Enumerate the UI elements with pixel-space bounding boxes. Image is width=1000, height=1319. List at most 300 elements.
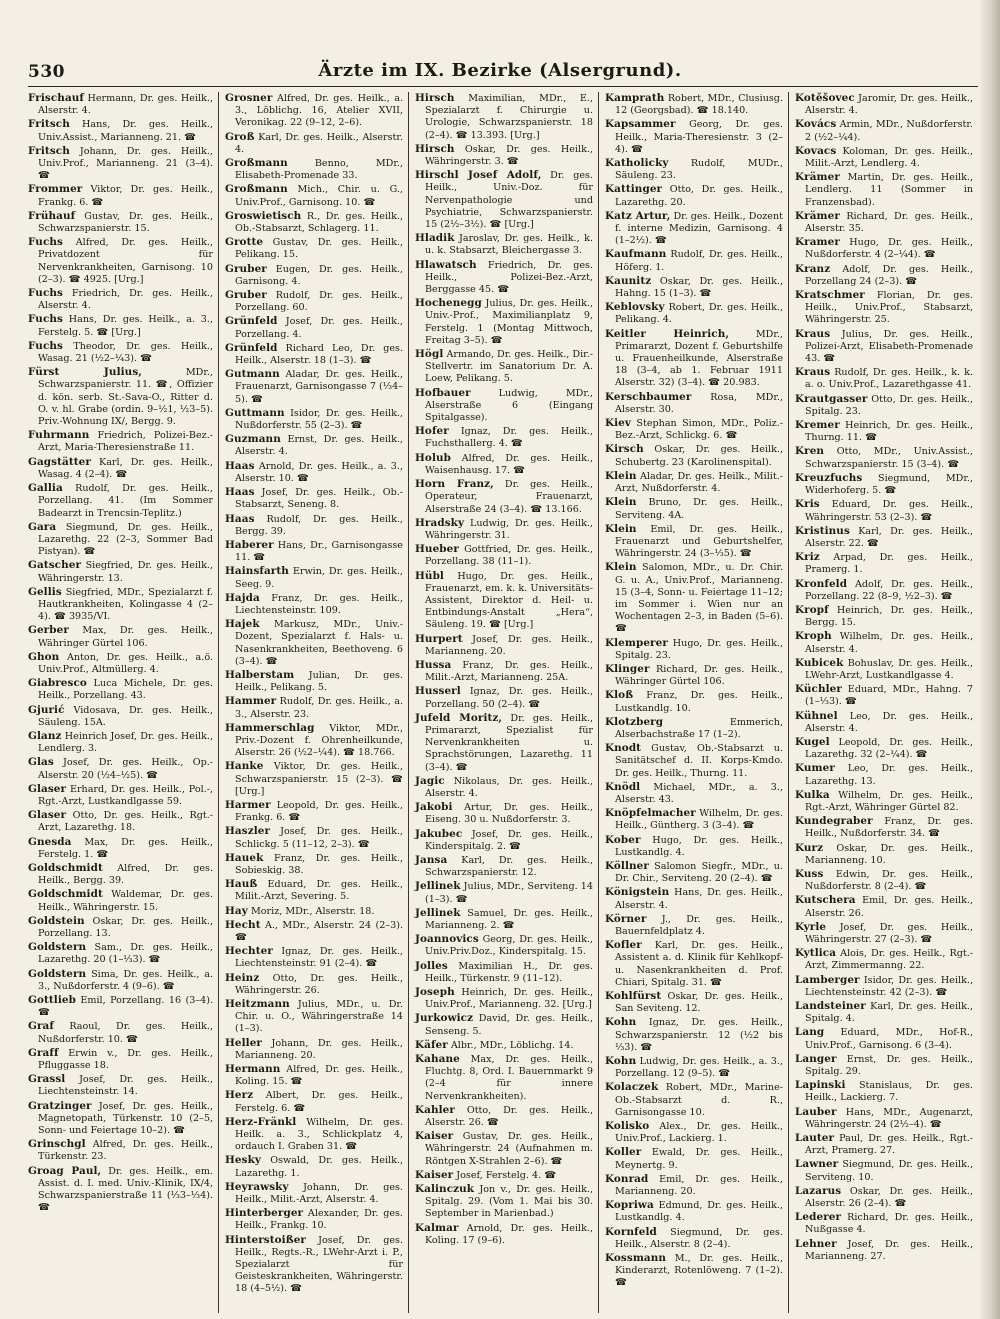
entry-surname: Lauter — [795, 1132, 835, 1145]
entry-details: Mich., Chir. u. G., Univ.Prof., Garnisong. 10. ☎ — [235, 184, 403, 208]
directory-entry — [605, 663, 783, 688]
entry-details: Siegmund, Dr. ges. Heilk., Lazarethg. 22 (2–3, Sommer Bad Pistyan). ☎ — [38, 521, 213, 558]
entry-details: Alfred, Dr. ges. Heilk., Türkenstr. 23. — [38, 1139, 213, 1163]
entry-surname: Glanz — [28, 729, 62, 742]
entry-details: Josef, Dr. ges. Heilk., Ob.-Stabsarzt, Seneng. 8. — [235, 487, 403, 511]
entry-surname: Fuchs — [28, 287, 63, 300]
entry-surname: Kutschera — [795, 894, 856, 907]
entry-details: Otto, Dr. ges. Heilk., Währingerstr. 26. — [235, 972, 403, 996]
entry-surname: Kolisko — [605, 1120, 650, 1133]
directory-entry — [795, 762, 973, 787]
entry-details: Siegmund, MDr., Widerhoferg. 5. ☎ — [805, 472, 973, 497]
entry-details: Arpad, Dr. ges. Heilk., Pramerg. 1. — [805, 552, 973, 576]
entry-surname: Herz — [225, 1089, 254, 1102]
directory-entry — [795, 393, 973, 418]
entry-details: Eduard, Dr. ges. Heilk., Milit.-Arzt, Severing. 5. — [235, 879, 403, 903]
entry-surname: Hussa — [415, 658, 452, 671]
entry-surname: Kytlica — [795, 947, 837, 960]
entry-surname: Kovács — [795, 118, 837, 131]
entry-surname: Hradsky — [415, 516, 465, 529]
entry-surname: Haszler — [225, 825, 271, 838]
entry-surname: Kalmar — [415, 1221, 459, 1234]
entry-surname: Kundegraber — [795, 815, 873, 828]
directory-entry — [795, 604, 973, 629]
entry-details: MDr., Primararzt, Dozent f. Geburtshilfe u. Frauenheilkunde, Alserstraße 18 (3–4, ab 1. Februar 1911 Alserstr. 32) (3–4). ☎ 20.983. — [615, 328, 783, 389]
directory-entry — [415, 1012, 593, 1037]
entry-details: Erhard, Dr. ges. Heilk., Pol.-, Rgt.-Arzt, Lustkandlgasse 59. — [38, 783, 213, 807]
directory-entry — [415, 387, 593, 425]
entry-details: Eduard, Dr. ges. Heilk., Währingerstr. 53 (2–3). ☎ — [805, 499, 973, 523]
directory-entry — [28, 756, 213, 781]
directory-entry — [605, 689, 783, 714]
entry-details: Robert, MDr., Clusiusg. 12 (Georgsbad). ☎ 18.140. — [615, 93, 783, 117]
directory-entry — [225, 565, 403, 590]
entry-details: Aladar, Dr. ges. Heilk., Milit.-Arzt, Nußdorferstr. 4. — [615, 470, 783, 495]
directory-entry — [28, 809, 213, 834]
directory-entry — [28, 429, 213, 454]
entry-details: Markusz, MDr., Univ.-Dozent, Spezialarzt f. Hals- u. Nasenkrankheiten, Beethoveng. 6 (3–4). ☎ — [235, 619, 403, 667]
entry-surname: Gallia — [28, 482, 63, 495]
entry-surname: Kaunitz — [605, 274, 652, 287]
entry-details: Siegfried, MDr., Spezialarzt f. Hautkrankheiten, Kolingasse 4 (2–4). ☎ 3935/VI. — [38, 586, 213, 623]
entry-details: Dr. ges. Heilk., Univ.-Doz. für Nervenpathologie und Psychiatrie, Schwarzspanierstr. 15 (2½–3½). ☎ [Urg.] — [425, 170, 593, 231]
entry-details: Nikolaus, Dr. ges. Heilk., Alserstr. 4. — [425, 775, 593, 799]
entry-details: Hans, Dr. ges. Heilk., a. 3., Ferstelg. 5. ☎ [Urg.] — [38, 314, 213, 338]
entry-details: M., Dr. ges. Heilk., Kinderarzt, Rotenlöweng. 7 (1–2). ☎ — [615, 1253, 783, 1289]
entry-details: Julius, MDr., Serviteng. 14 (1–3). ☎ — [425, 881, 593, 905]
entry-surname: Gara — [28, 520, 57, 533]
directory-entry — [605, 118, 783, 156]
entry-surname: Haas — [225, 512, 255, 525]
entry-details: Karl, Dr. ges. Heilk., Schwarzspanierstr. 12. — [425, 854, 593, 879]
directory-entry — [415, 854, 593, 879]
entry-details: Wilhelm, Dr. ges. Heilk., Güntherg. 3 (3–4). ☎ — [615, 808, 783, 832]
entry-surname: Haberer — [225, 538, 274, 551]
directory-entry — [605, 92, 783, 117]
entry-surname: Gnesda — [28, 835, 72, 848]
directory-entry — [225, 236, 403, 261]
entry-details: Johann, Dr. ges. Heilk., Marianneng. 20. — [235, 1037, 403, 1061]
entry-details: Viktor, Dr. ges. Heilk., Schwarzspanierstr. 15 (2–3). ☎ [Urg.] — [235, 761, 403, 797]
entry-surname: Kirsch — [605, 443, 644, 456]
directory-entry — [795, 1185, 973, 1210]
directory-entry — [415, 986, 593, 1011]
entry-details: Josef, Dr. ges. Heilk., Porzellang. 4. — [235, 316, 403, 340]
directory-entry — [795, 472, 973, 497]
directory-entry — [605, 1252, 783, 1290]
entry-surname: Graff — [28, 1046, 59, 1059]
directory-entry — [225, 998, 403, 1036]
directory-entry — [28, 521, 213, 559]
directory-entry — [28, 651, 213, 676]
entry-details: Albert, Dr. ges. Heilk., Ferstelg. 6. ☎ — [235, 1090, 403, 1114]
directory-entry — [225, 407, 403, 432]
directory-entry — [28, 482, 213, 520]
entry-details: Franz, Dr. ges. Heilk., Nußdorferstr. 34. ☎ — [805, 816, 973, 840]
directory-entry — [605, 886, 783, 911]
page-title: Ärzte im IX. Bezirke (Alsergrund). — [318, 60, 682, 81]
directory-entry — [795, 498, 973, 523]
directory-entry — [28, 92, 213, 117]
directory-entry — [605, 470, 783, 495]
entry-surname: Hammerschlag — [225, 721, 315, 734]
entry-surname: Jurkowicz — [415, 1012, 474, 1025]
entry-surname: Jellinek — [415, 880, 461, 893]
entry-surname: Kriz — [795, 551, 820, 564]
entry-details: Paul, Dr. ges. Heilk., Rgt.-Arzt, Pramerg. 27. — [805, 1133, 973, 1157]
directory-entry — [605, 561, 783, 635]
directory-entry — [795, 1053, 973, 1078]
directory-entry — [605, 496, 783, 521]
entry-surname: Großmann — [225, 157, 288, 170]
entry-details: Alois, Dr. ges. Heilk., Rgt.-Arzt, Zimmermanng. 22. — [805, 948, 973, 972]
entry-details: Emmerich, Alserbachstraße 17 (1–2). — [615, 716, 783, 740]
entry-surname: Kroph — [795, 630, 832, 643]
directory-entry — [795, 1158, 973, 1183]
entry-details: Friedrich, Dr. ges. Heilk., Alserstr. 4. — [38, 288, 213, 312]
entry-details: Wilhelm, Dr. ges. Heilk. a. 3., Schlickplatz 4, ordauch I. Graben 31. ☎ — [235, 1116, 403, 1153]
directory-entry — [605, 913, 783, 938]
entry-details: Erwin, Dr. ges. Heilk., Seeg. 9. — [235, 566, 403, 590]
entry-surname: Kober — [605, 833, 641, 846]
entry-details: Adolf, Dr. ges. Heilk., Porzellang. 22 (8–9, ½2–3). ☎ — [805, 578, 973, 602]
entry-surname: Klein — [605, 469, 637, 482]
entry-details: Samuel, Dr. ges. Heilk., Marianneng. 2. ☎ — [425, 907, 593, 931]
entry-details: Karl, Dr. ges. Heilk., Spitalg. 4. — [805, 1001, 973, 1025]
entry-surname: Glaser — [28, 782, 67, 795]
entry-surname: Husserl — [415, 685, 461, 698]
directory-entry — [795, 445, 973, 470]
entry-surname: Guzmann — [225, 433, 281, 446]
entry-details: Franz, Dr. ges. Heilk., Milit.-Arzt, Marianneng. 25A. — [425, 659, 593, 684]
entry-surname: Kopriwa — [605, 1199, 654, 1212]
entry-surname: Kaiser — [415, 1168, 454, 1181]
entry-surname: Kapsammer — [605, 118, 676, 131]
entry-details: Siegmund, Dr. ges. Heilk., Serviteng. 10. — [805, 1159, 973, 1183]
directory-entry — [415, 232, 593, 257]
directory-entry — [415, 169, 593, 231]
entry-details: Julius, Dr. ges. Heilk., Univ.-Prof., Maximilianplatz 9, Ferstelg. 1 (Montag Mittwoch, Freitag 3–5). ☎ — [425, 298, 593, 346]
entry-surname: Grotte — [225, 236, 264, 249]
entry-details: Richard Leo, Dr. ges. Heilk., Alserstr. 18 (1–3). ☎ — [235, 342, 403, 367]
entry-surname: Kloß — [605, 689, 634, 702]
entry-surname: Kratschmer — [795, 289, 865, 302]
entry-details: Josef, Dr. ges. Heilk., Marianneng. 27. — [805, 1238, 973, 1262]
entry-details: Rosa, MDr., Alserstr. 30. — [615, 391, 783, 415]
directory-entry — [795, 263, 973, 288]
entry-surname: Kalinczuk — [415, 1183, 475, 1196]
directory-entry — [415, 633, 593, 658]
entry-details: Rudolf, Dr. ges. Heilk., a. 3., Alserstr. 23. — [235, 696, 403, 720]
entry-details: Hans, Dr., Garnisongasse 11. ☎ — [235, 539, 403, 564]
entry-details: Alfred, Dr. ges. Heilk., Waisenhausg. 17. ☎ — [425, 452, 593, 476]
entry-details: Heinrich, Dr. ges. Heilk., Thurng. 11. ☎ — [805, 420, 973, 444]
directory-entry — [415, 259, 593, 297]
entry-details: Rudolf, Dr. ges. Heilk., Porzellang. 41. (Im Sommer Badearzt in Trencsin-Teplitz.) — [38, 483, 213, 519]
entry-details: Robert, Dr. ges. Heilk., Pelikang. 4. — [615, 302, 783, 326]
entry-details: Oskar, Dr. ges. Heilk., Marianneng. 10. — [805, 842, 973, 866]
entry-details: Gustav, Dr. ges. Heilk., Währingerstr. 24 (Aufnahmen m. Röntgen X-Strahlen 2–6). ☎ — [425, 1131, 593, 1167]
entry-surname: Kris — [795, 498, 820, 511]
entry-details: Franz, Dr. ges. Heilk., Liechtensteinstr. 109. — [235, 592, 403, 616]
entry-details: Bruno, Dr. ges. Heilk., Serviteng. 4A. — [615, 497, 783, 521]
directory-entry — [28, 586, 213, 624]
entry-details: Edwin, Dr. ges. Heilk., Nußdorferstr. 8 (2–4). ☎ — [805, 868, 973, 893]
directory-entry — [605, 157, 783, 182]
entry-details: Josef, Dr. ges. Heilk., Op.-Alserstr. 20 (½4–½5). ☎ — [38, 757, 213, 781]
entry-surname: Kren — [795, 445, 825, 458]
entry-surname: Kronfeld — [795, 577, 848, 590]
entry-surname: Krämer — [795, 171, 840, 184]
entry-details: Karl, Dr. ges. Heilk., Wasag. 4 (2–4). ☎ — [38, 456, 213, 480]
entry-surname: Grinschgl — [28, 1138, 86, 1151]
entry-details: Albr., MDr., Löblichg. 14. — [447, 1039, 574, 1051]
entry-surname: Kyrle — [795, 920, 827, 933]
directory-entry — [28, 456, 213, 481]
entry-surname: Jakubec — [415, 827, 463, 840]
entry-surname: Gutmann — [225, 368, 280, 381]
entry-details: Siegmund, Dr. ges. Heilk., Alserstr. 8 (2–4). — [615, 1226, 783, 1250]
entry-surname: Hammer — [225, 695, 277, 708]
directory-entry — [605, 523, 783, 561]
entry-surname: Kühnel — [795, 709, 838, 722]
entry-details: Alfred, Dr. ges. Heilk., Privatdozent für Nervenkrankheiten, Garnisong. 10 (2–3). ☎ 4925. [Urg.] — [38, 237, 213, 285]
entry-surname: Hauek — [225, 851, 264, 864]
entry-surname: Fuchs — [28, 339, 63, 352]
entry-surname: Köllner — [605, 859, 649, 872]
entry-details: Viktor, Dr. ges. Heilk., Frankg. 6. ☎ — [38, 184, 213, 208]
entry-details: Otto, Dr. ges. Heilk., Rgt.-Arzt, Lazarethg. 18. — [38, 810, 213, 834]
directory-entry — [225, 342, 403, 367]
directory-entry — [795, 921, 973, 946]
entry-surname: Keblovsky — [605, 301, 665, 314]
entry-details: Jaroslav, Dr. ges. Heilk., k. u. k. Stabsarzt, Bleichergasse 3. — [425, 233, 593, 257]
directory-entry — [415, 348, 593, 386]
directory-entry — [28, 313, 213, 338]
entry-details: Vidosava, Dr. ges. Heilk., Säuleng. 15A. — [38, 704, 213, 728]
entry-surname: Lauber — [795, 1105, 837, 1118]
entry-details: R., Dr. ges. Heilk., Ob.-Stabsarzt, Schlagerg. 11. — [235, 210, 403, 235]
directory-entry — [225, 263, 403, 288]
entry-surname: Frommer — [28, 183, 83, 196]
entry-surname: Klinger — [605, 662, 650, 675]
entry-surname: Högl — [415, 348, 444, 361]
directory-entry — [795, 815, 973, 840]
entry-details: Karl, Dr. ges. Heilk., Alserstr. 4. — [235, 131, 403, 155]
directory-entry — [415, 1222, 593, 1247]
directory-entry — [225, 592, 403, 617]
directory-entry — [415, 1104, 593, 1129]
entry-surname: Gerber — [28, 624, 69, 637]
directory-entry — [28, 915, 213, 940]
directory-entry — [225, 1063, 403, 1088]
entry-surname: Glas — [28, 756, 54, 769]
entry-surname: Hübl — [415, 569, 444, 582]
entry-details: Dr. ges. Heilk., em. Assist. d. I. med. Univ.-Klinik, IX/4, Schwarzspanierstraße 11 (⅓3–⅓4). ☎ — [38, 1165, 213, 1214]
column-2 — [218, 92, 408, 1313]
entry-surname: Joannovics — [415, 933, 479, 946]
entry-details: Jon v., Dr. ges. Heilk., Spitalg. 29. (Vom 1. Mai bis 30. September in Marienbad.) — [425, 1184, 593, 1220]
entry-details: Artur, Dr. ges. Heilk., Eiseng. 30 u. Nußdorferstr. 3. — [425, 802, 593, 826]
entry-details: Max, Dr. ges. Heilk., Währinger Gürtel 106. — [38, 625, 213, 649]
directory-entry — [415, 712, 593, 774]
entry-details: Jaromir, Dr. ges. Heilk., Alserstr. 4. — [805, 93, 973, 117]
entry-details: Hugo, Dr. ges. Heilk., Lustkandlg. 4. — [615, 834, 783, 858]
entry-surname: Hainsfarth — [225, 565, 289, 578]
entry-details: Josef, Dr. ges. Heilk., Währingerstr. 27 (2–3). ☎ — [805, 921, 973, 945]
entry-details: Eduard, MDr., Hahng. 7 (1–⅓3). ☎ — [805, 684, 973, 708]
entry-details: Josef, Dr. ges. Heilk., Schlickg. 5 (11–12, 2–3). ☎ — [235, 826, 403, 850]
entry-surname: Frühauf — [28, 209, 76, 222]
entry-details: Eduard, MDr., Hof-R., Univ.Prof., Garnisong. 6 (3–4). — [805, 1027, 973, 1051]
directory-entry — [415, 425, 593, 450]
entry-surname: Hinterstoißer — [225, 1233, 307, 1246]
directory-entry — [225, 210, 403, 235]
entry-details: Ernst, Dr. ges. Heilk., Spitalg. 29. — [805, 1053, 973, 1078]
directory-entry — [28, 559, 213, 584]
directory-entry — [795, 1132, 973, 1157]
directory-entry — [28, 1100, 213, 1138]
entry-details: Gustav, Ob.-Stabsarzt u. Sanitätschef d. II. Korps-Kmdo. Dr. ges. Heilk., Thurng. 11. — [615, 743, 783, 779]
directory-entry — [225, 799, 403, 824]
entry-details: Leopold, Dr. ges. Heilk., Lazarethg. 32 (2–¼4). ☎ — [805, 736, 973, 761]
directory-entry — [225, 825, 403, 850]
directory-entry — [795, 118, 973, 143]
entry-details: Josef, Dr. ges. Heilk., Regts.-R., LWehr-Arzt i. P., Spezialarzt für Geisteskrankheiten, Währingerstr. 18 (4–5½). ☎ — [235, 1234, 403, 1295]
directory-entry — [605, 1226, 783, 1251]
entry-surname: Gellis — [28, 585, 62, 598]
directory-entry — [795, 92, 973, 117]
entry-details: Hans, MDr., Augenarzt, Währingerstr. 24 (2½–4). ☎ — [805, 1106, 973, 1130]
entry-details: Alfred, Dr. ges. Heilk., a. 3., Löblichg. 16, Atelier XVII, Veronikag. 22 (9–12, 2–6). — [235, 93, 403, 129]
directory-entry — [795, 1079, 973, 1104]
directory-entry — [415, 143, 593, 168]
entry-details: Waldemar, Dr. ges. Heilk., Währingerstr. 15. — [38, 889, 213, 913]
entry-details: Georg, Dr. ges. Heilk., Univ.Priv.Doz., Kinderspitalg. 15. — [425, 934, 593, 958]
entry-details: Martin, Dr. ges. Heilk., Lendlerg. 11 (Sommer in Franzensbad). — [805, 172, 973, 208]
entry-surname: Harmer — [225, 798, 271, 811]
directory-entry — [605, 443, 783, 468]
directory-entry — [605, 939, 783, 989]
directory-entry — [415, 543, 593, 568]
entry-details: Karl, Dr. ges. Heilk., Alserstr. 22. ☎ — [805, 525, 973, 549]
directory-entry — [605, 1081, 783, 1119]
entry-details: Josef, Dr. ges. Heilk., Kinderspitalg. 2. ☎ — [425, 828, 593, 852]
entry-details: Leopold, Dr. ges. Heilk., Frankg. 6. ☎ — [235, 799, 403, 824]
entry-surname: Hirsch — [415, 92, 455, 104]
entry-surname: Jansa — [415, 853, 448, 866]
entry-details: Siegfried, Dr. ges. Heilk., Währingerstr. 13. — [38, 560, 213, 584]
directory-entry — [605, 417, 783, 442]
entry-surname: Herz-Fränkl — [225, 1115, 297, 1128]
directory-entry — [28, 1073, 213, 1098]
entry-surname: Hanke — [225, 760, 264, 773]
entry-details: Hans, Dr. ges. Heilk., Univ.Assist., Marianneng. 21. ☎ — [38, 119, 213, 143]
header-rule — [28, 86, 978, 87]
entry-details: Oskar, Dr. ges. Heilk., Währingerstr. 3. ☎ — [425, 143, 593, 168]
entry-surname: Großmann — [225, 183, 288, 196]
entry-surname: Katholicky — [605, 157, 669, 170]
directory-entry — [415, 1053, 593, 1103]
directory-entry — [28, 1020, 213, 1045]
entry-surname: Grünfeld — [225, 341, 278, 354]
entry-details: Richard, Dr. ges. Heilk., Währinger Gürtel 106. — [615, 663, 783, 688]
entry-surname: Hochenegg — [415, 297, 482, 310]
entry-details: Raoul, Dr. ges. Heilk., Nußdorferstr. 10. ☎ — [38, 1021, 213, 1045]
entry-details: Hermann, Dr. ges. Heilk., Alserstr. 4. — [38, 93, 213, 117]
directory-entry — [415, 907, 593, 932]
entry-surname: Lazarus — [795, 1184, 842, 1197]
directory-entry — [225, 368, 403, 406]
entry-surname: Heitzmann — [225, 998, 290, 1011]
directory-entry — [225, 1234, 403, 1296]
entry-surname: Kahler — [415, 1103, 455, 1116]
directory-entry — [795, 289, 973, 327]
directory-entry — [605, 301, 783, 326]
directory-entry — [225, 919, 403, 944]
directory-entry — [605, 990, 783, 1015]
entry-details: Isidor, Dr. ges. Heilk., Nußdorferstr. 55 (2–3). ☎ — [235, 407, 403, 432]
directory-entry — [225, 722, 403, 760]
entry-surname: Horn Franz, — [415, 478, 494, 491]
directory-entry — [28, 1138, 213, 1163]
directory-entry — [795, 630, 973, 655]
entry-surname: Hechter — [225, 945, 273, 958]
scan-edge — [978, 0, 1000, 1319]
entry-surname: Klotzberg — [605, 715, 664, 728]
directory-entry — [605, 742, 783, 780]
entry-details: Sima, Dr. ges. Heilk., a. 3., Nußdorferstr. 4 (9–6). ☎ — [38, 968, 213, 992]
directory-entry — [415, 297, 593, 347]
directory-entry — [415, 570, 593, 632]
directory-entry — [225, 945, 403, 970]
entry-details: David, Dr. ges. Heilk., Senseng. 5. — [425, 1013, 593, 1037]
directory-entry — [28, 145, 213, 183]
entry-surname: Holub — [415, 451, 452, 464]
entry-surname: Grosner — [225, 92, 273, 104]
page-number: 530 — [28, 62, 65, 82]
directory-entry — [605, 834, 783, 859]
directory-entry — [225, 1037, 403, 1062]
directory-entry — [605, 1016, 783, 1054]
directory-entry — [28, 677, 213, 702]
entry-surname: Königstein — [605, 886, 670, 899]
entry-details: Ludwig, Dr. ges. Heilk., Währingerstr. 31. — [425, 517, 593, 541]
entry-surname: Fritsch — [28, 118, 70, 131]
entry-details: Heinrich Josef, Dr. ges. Heilk., Lendlerg. 3. — [38, 730, 213, 755]
entry-surname: Hirschl Josef Adolf, — [415, 169, 542, 182]
directory-entry — [225, 460, 403, 485]
directory-entry — [225, 157, 403, 182]
entry-details: Koloman, Dr. ges. Heilk., Milit.-Arzt, Lendlerg. 4. — [805, 145, 973, 170]
directory-entry — [795, 710, 973, 735]
directory-entry — [795, 171, 973, 209]
entry-surname: Lapinski — [795, 1079, 846, 1092]
directory-entry — [605, 1199, 783, 1224]
entry-details: Erwin v., Dr. ges. Heilk., Pfluggasse 18. — [38, 1047, 213, 1072]
directory-entry — [795, 328, 973, 366]
entry-surname: Kropf — [795, 603, 829, 616]
entry-surname: Küchler — [795, 683, 842, 696]
entry-details: Dr. ges. Heilk., Dozent f. interne Medizin, Garnisong. 4 (1–2½). ☎ — [615, 210, 784, 247]
entry-details: Alfred, Dr. ges. Heilk., Bergg. 39. — [38, 862, 213, 887]
entry-details: Wilhelm, Dr. ges. Heilk., Rgt.-Arzt, Währinger Gürtel 82. — [805, 789, 973, 813]
directory-entry — [225, 905, 403, 918]
entry-surname: Jolles — [415, 959, 448, 972]
entry-details: Otto, Dr. ges. Heilk., Alserstr. 26. ☎ — [425, 1104, 593, 1129]
directory-entry — [605, 275, 783, 300]
entry-surname: Kofler — [605, 939, 642, 952]
